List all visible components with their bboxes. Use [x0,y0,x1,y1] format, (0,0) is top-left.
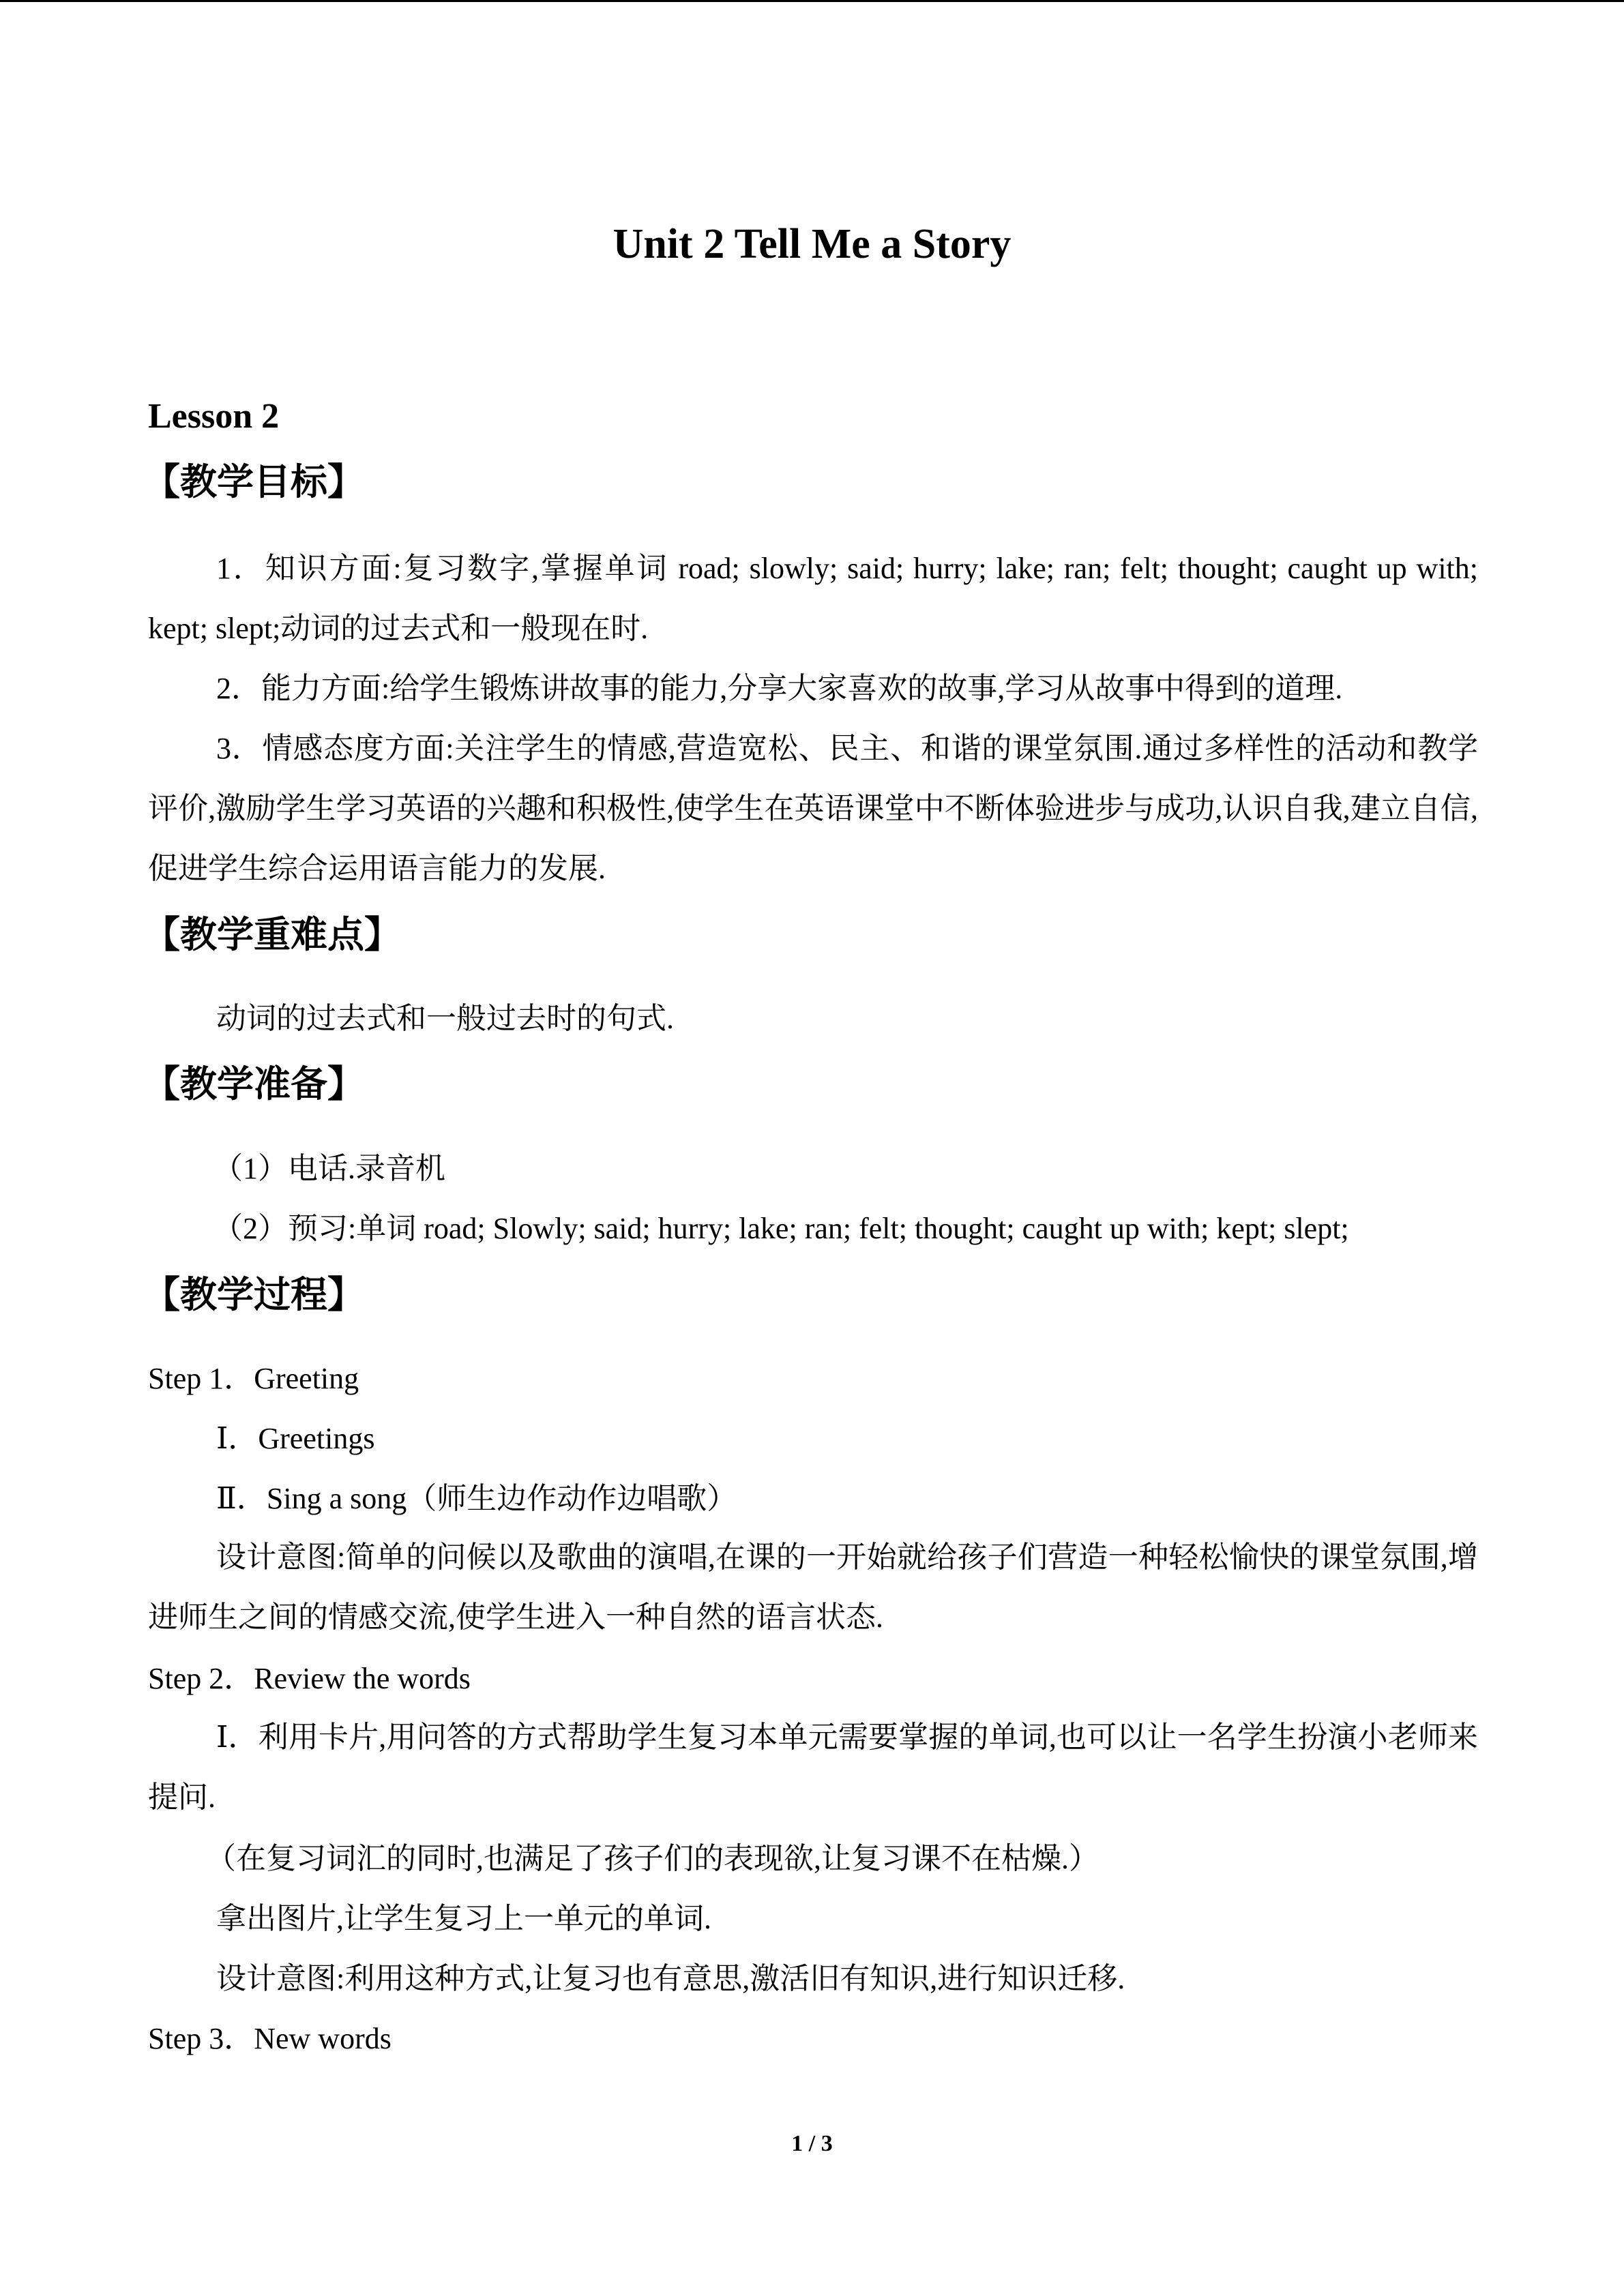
objective-paragraph-1: 1．知识方面:复习数字,掌握单词 road; slowly; said; hurry; lake; ran; felt; thought; caught up with; kept; slept;动词的过去式和一般现在时. [148,552,1478,645]
document-title: Unit 2 Tell Me a Story [612,221,1012,267]
step-3-heading: Step 3．New words [148,2022,392,2055]
step-2-pictures: 拿出图片,让学生复习上一单元的单词. [216,1902,711,1935]
step-2-heading: Step 2．Review the words [148,1662,471,1695]
objective-paragraph-2: 2．能力方面:给学生锻炼讲故事的能力,分享大家喜欢的故事,学习从故事中得到的道理. [216,672,1343,705]
step-1-heading: Step 1．Greeting [148,1362,359,1395]
step-2-note: （在复习词汇的同时,也满足了孩子们的表现欲,让复习课不在枯燥.） [206,1842,1099,1875]
preparation-item-2: （2）预习:单词 road; Slowly; said; hurry; lake; ran; felt; thought; caught up with; kept; slept; [213,1212,1349,1245]
section-heading-process: 【教学过程】 [143,1274,364,1315]
step-1-item-i: Ⅰ．Greetings [216,1422,375,1455]
section-heading-key-points: 【教学重难点】 [143,914,401,955]
top-border-line [0,0,1624,2]
preparation-item-1: （1）电话.录音机 [213,1152,445,1185]
objective-paragraph-3: 3．情感态度方面:关注学生的情感,营造宽松、民主、和谐的课堂氛围.通过多样性的活动和教学评价,激励学生学习英语的兴趣和积极性,使学生在英语课堂中不断体验进步与成功,认识自我,建立自信,促进学生综合运用语言能力的发展. [148,732,1478,885]
step-1-design-intent: 设计意图:简单的问候以及歌曲的演唱,在课的一开始就给孩子们营造一种轻松愉快的课堂氛围,增进师生之间的情感交流,使学生进入一种自然的语言状态. [148,1540,1478,1634]
lesson-heading: Lesson 2 [148,397,280,436]
key-points-text: 动词的过去式和一般过去时的句式. [216,1002,674,1035]
section-heading-preparation: 【教学准备】 [143,1064,364,1105]
step-1-item-ii: Ⅱ．Sing a song（师生边作动作边唱歌） [216,1482,737,1515]
page-number: 1 / 3 [791,2131,833,2156]
step-2-item-i: Ⅰ．利用卡片,用问答的方式帮助学生复习本单元需要掌握的单词,也可以让一名学生扮演小老师来提问. [148,1720,1478,1814]
section-heading-objectives: 【教学目标】 [143,462,364,503]
step-2-design-intent: 设计意图:利用这种方式,让复习也有意思,激活旧有知识,进行知识迁移. [216,1962,1125,1995]
